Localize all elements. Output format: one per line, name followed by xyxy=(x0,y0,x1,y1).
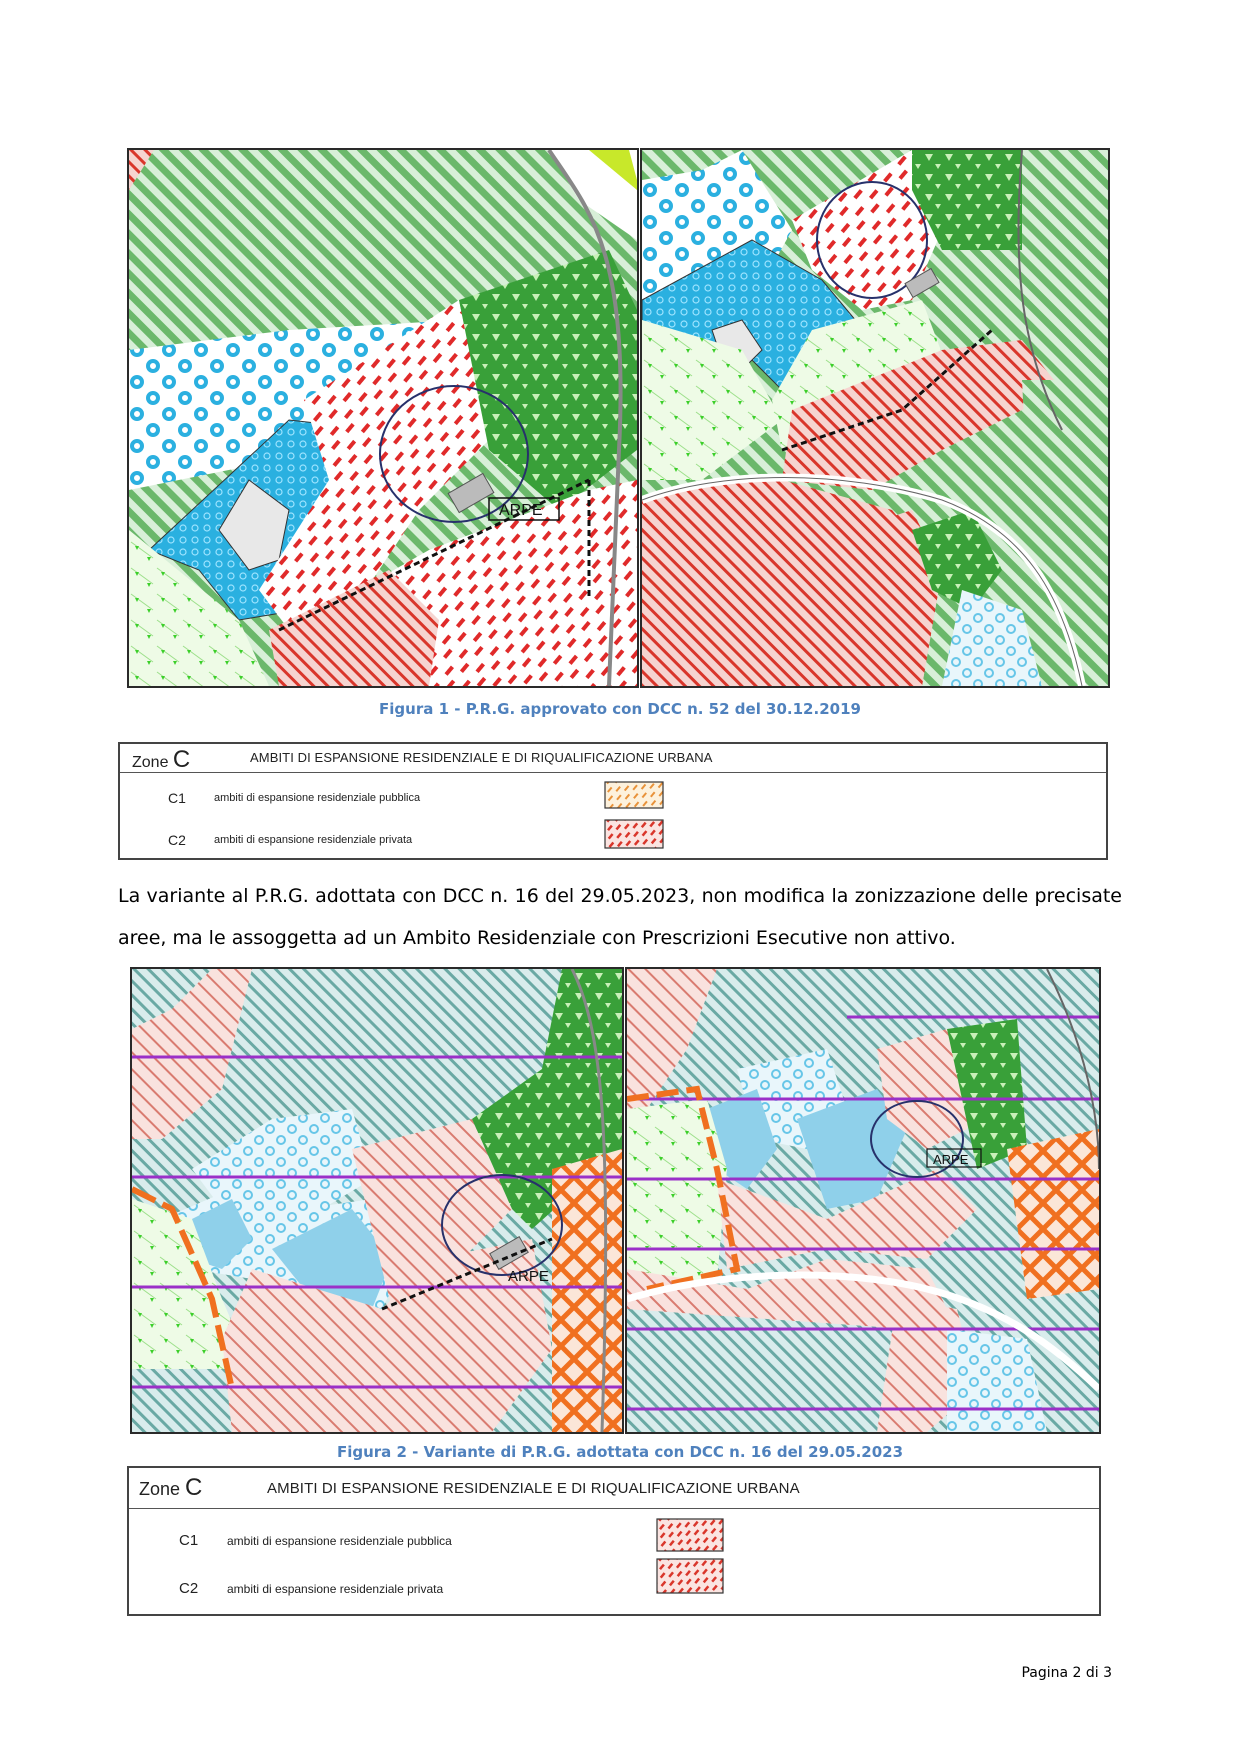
figure1-map-left xyxy=(127,148,639,688)
legend1 xyxy=(118,742,1108,860)
legend1-swatch-c1 xyxy=(604,781,664,809)
figure1-map-right xyxy=(640,148,1110,688)
legend1-zone-label: Zone C xyxy=(132,746,191,773)
figure2-caption: Figura 2 - Variante di P.R.G. adottata con DCC n. 16 del 29.05.2023 xyxy=(336,1443,904,1461)
legend1-title: AMBITI DI ESPANSIONE RESIDENZIALE E DI RIQUALIFICAZIONE URBANA xyxy=(250,750,713,765)
arpe-label-fig2-right: ARPE xyxy=(933,1152,969,1167)
legend2-text-c2: ambiti di espansione residenziale privata xyxy=(227,1582,444,1596)
legend1-swatch-c2 xyxy=(604,819,664,849)
legend1-text-c2: ambiti di espansione residenziale privata xyxy=(214,834,413,846)
arpe-label-fig2-left: ARPE xyxy=(508,1268,549,1285)
figure2-map-right xyxy=(625,967,1101,1434)
legend1-code-c2: C2 xyxy=(168,832,186,848)
figure1-caption: Figura 1 - P.R.G. approvato con DCC n. 52 del 30.12.2019 xyxy=(379,700,861,718)
legend2-zone-label: Zone C xyxy=(139,1474,203,1501)
legend2 xyxy=(127,1466,1101,1616)
body-paragraph: La variante al P.R.G. adottata con DCC n. 16 del 29.05.2023, non modifica la zonizzazione delle precisate aree, ma le assoggetta ad un Ambito Residenziale con Prescrizioni Esecutive non attivo. xyxy=(118,885,1122,949)
legend2-swatch-c1 xyxy=(656,1518,724,1552)
page-number: Pagina 2 di 3 xyxy=(1021,1665,1112,1681)
legend2-text-c1: ambiti di espansione residenziale pubblica xyxy=(227,1534,452,1548)
legend2-title: AMBITI DI ESPANSIONE RESIDENZIALE E DI RIQUALIFICAZIONE URBANA xyxy=(267,1480,800,1497)
legend1-text-c1: ambiti di espansione residenziale pubblica xyxy=(214,792,421,804)
legend2-code-c1: C1 xyxy=(179,1532,199,1549)
legend1-code-c1: C1 xyxy=(168,790,186,806)
figure2-map-left xyxy=(130,967,624,1434)
legend2-code-c2: C2 xyxy=(179,1580,199,1597)
legend2-swatch-c2 xyxy=(656,1558,724,1594)
arpe-label-fig1-left: ARPE xyxy=(499,502,543,519)
